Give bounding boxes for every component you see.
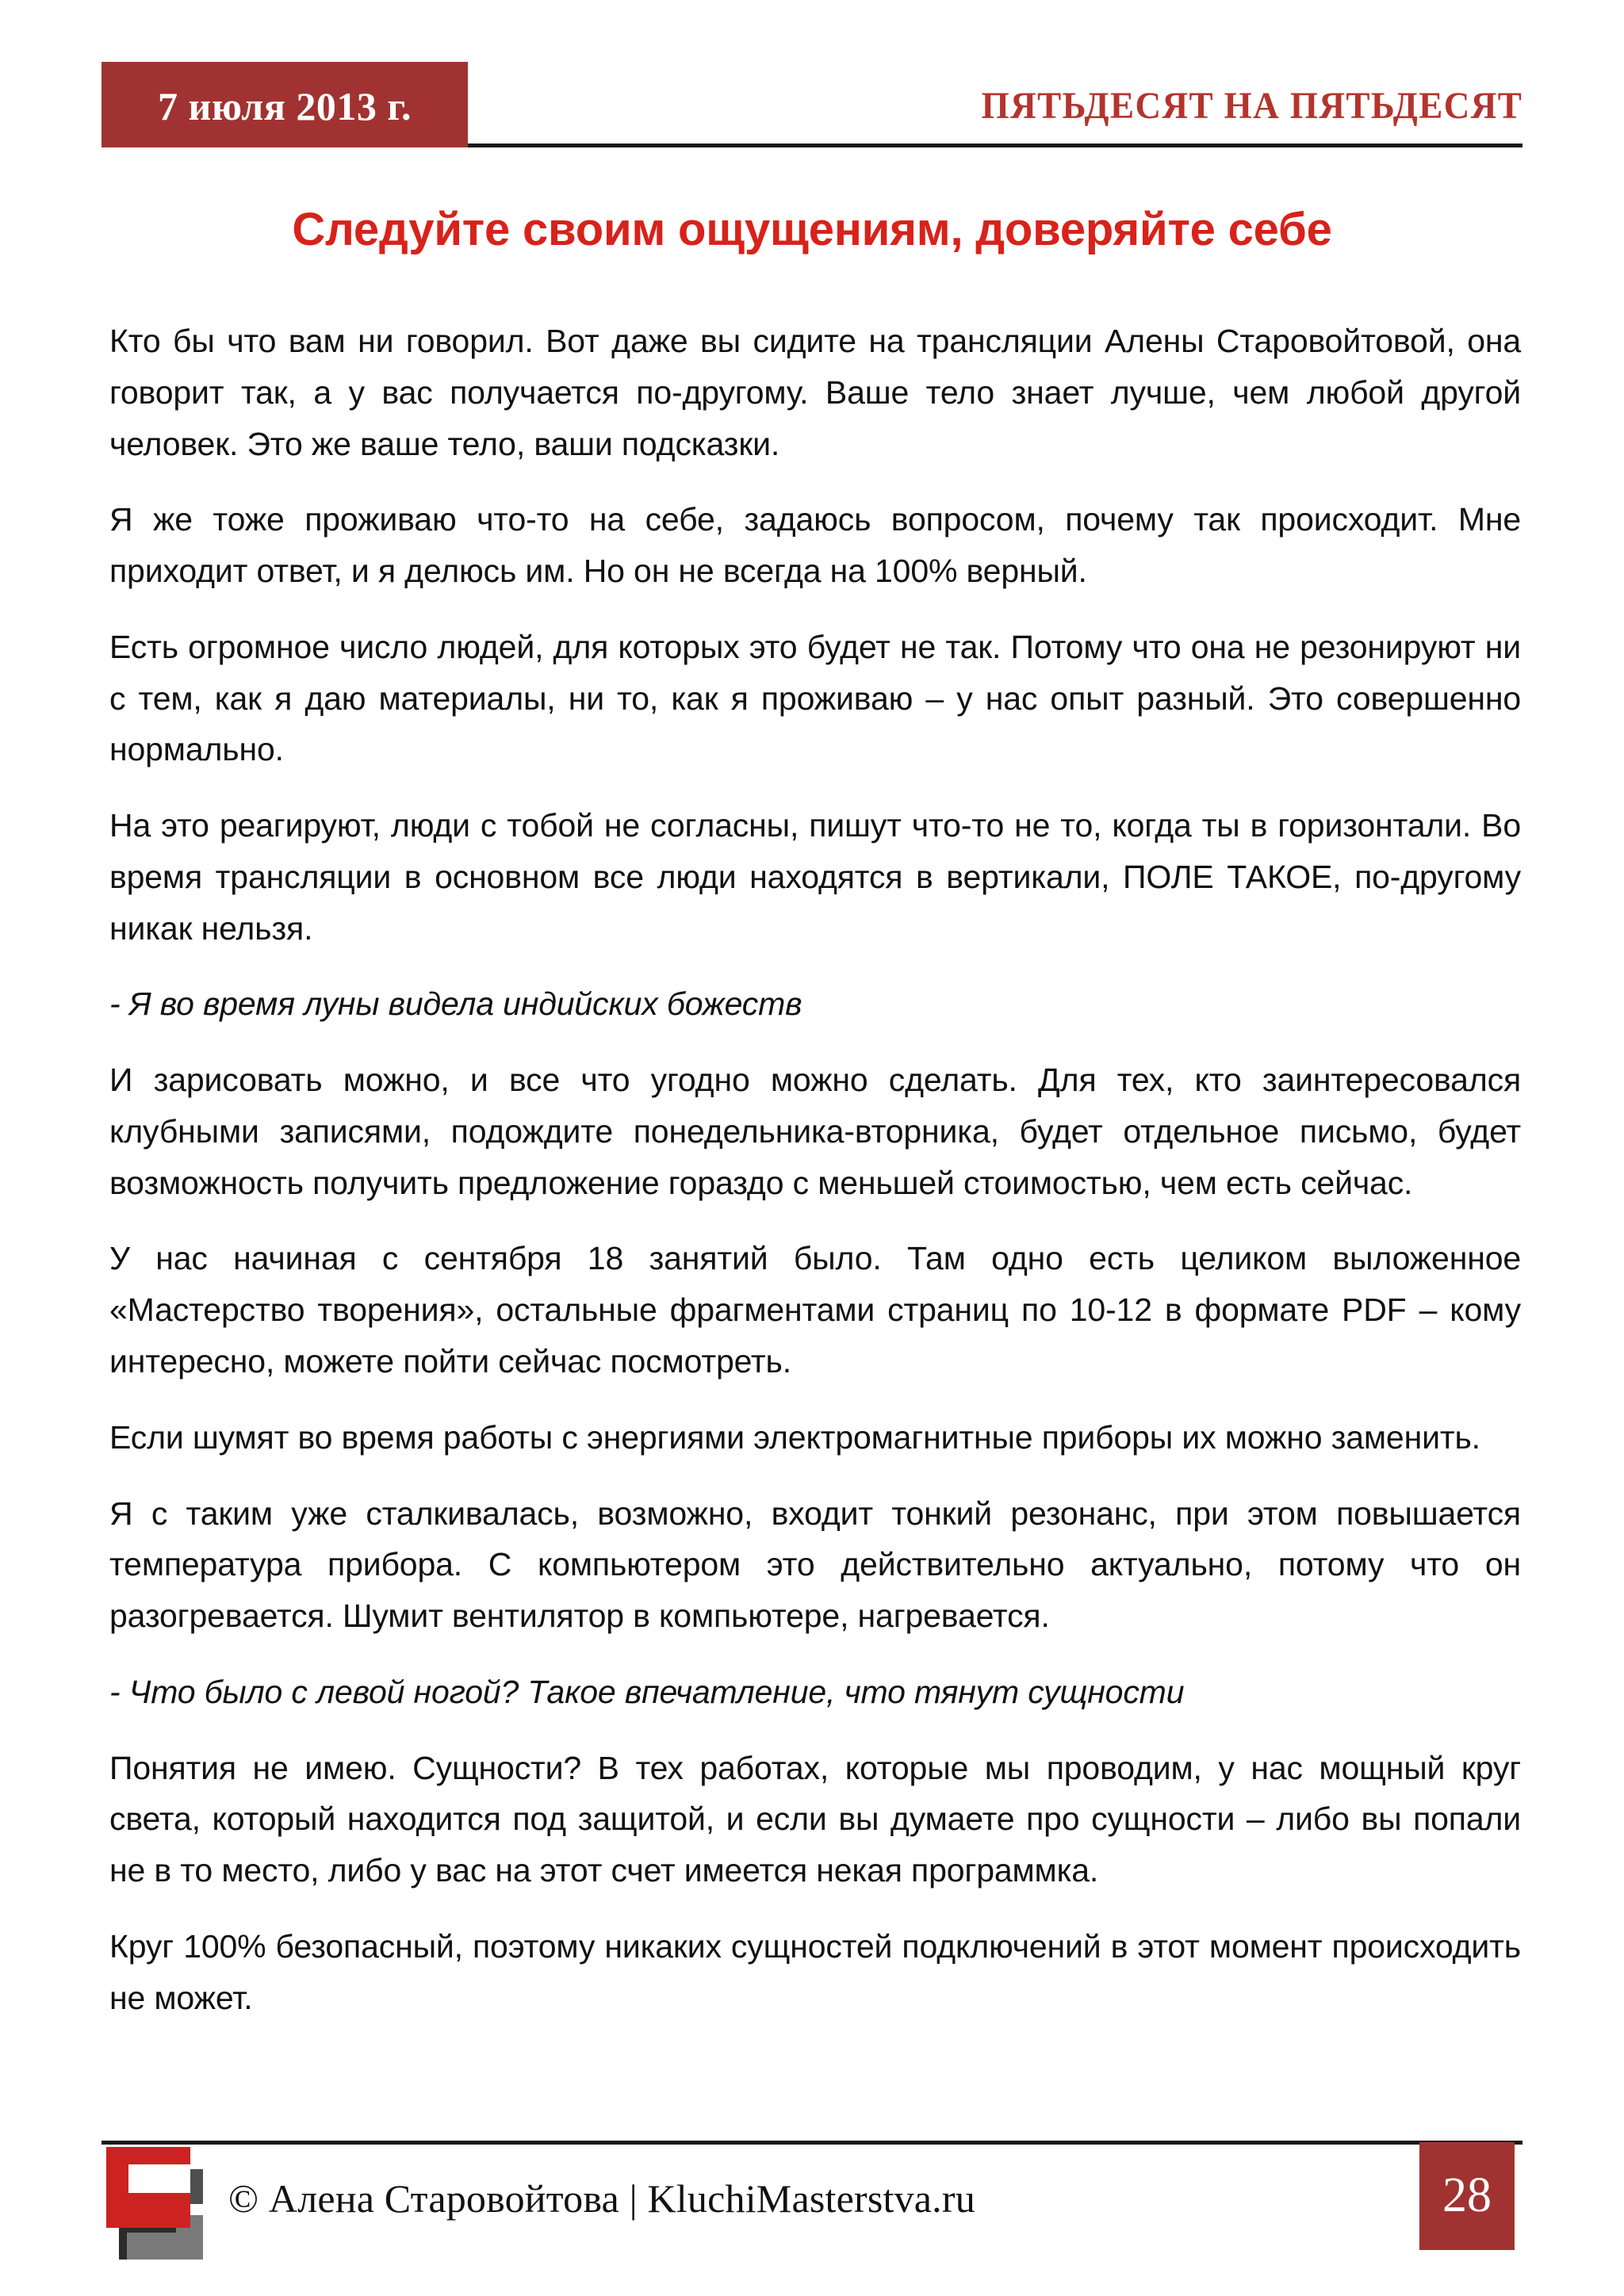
page-footer	[0, 2141, 1624, 2296]
paragraph: Если шумят во время работы с энергиями электромагнитные приборы их можно заменить.	[109, 1418, 1480, 1456]
paragraph: Кто бы что вам ни говорил. Вот даже вы сидите на трансляции Алены Старовойтовой, она говорит так, а у вас получается по-другому. Ваше тело знает лучше, чем любой другой человек. Это же ваше тело, ваши подсказки.	[109, 323, 1521, 462]
question-line: - Что было с левой ногой? Такое впечатление, что тянут сущности	[109, 1673, 1185, 1710]
paragraph: Я же тоже проживаю что-то на себе, задаюсь вопросом, почему так происходит. Мне приходит ответ, и я делюсь им. Но он не всегда на 100% верный.	[109, 501, 1521, 590]
paragraph: У нас начиная с сентября 18 занятий было. Там одно есть целиком выложенное «Мастерство творения», остальные фрагментами страниц по 10-12 в формате PDF – кому интересно, можете пойти сейчас посмотреть.	[109, 1240, 1521, 1380]
paragraph: Есть огромное число людей, для которых это будет не так. Потому что она не резонируют ни с тем, как я даю материалы, ни то, как я проживаю – у нас опыт разный. Это совершенно нормально.	[109, 628, 1521, 768]
paragraph: Понятия не имею. Сущности? В тех работах, которые мы проводим, у нас мощный круг света, который находится под защитой, и если вы думаете про сущности – либо вы попали не в то место, либо у вас на этот счет имеется некая программка.	[109, 1749, 1521, 1889]
date-badge-label: 7 июля 2013 г.	[158, 84, 412, 128]
paragraph: Круг 100% безопасный, поэтому никаких сущностей подключений в этот момент происходить не может.	[109, 1927, 1521, 2016]
page-header	[0, 62, 1624, 149]
question-line: - Я во время луны видела индийских божеств	[109, 985, 802, 1023]
page-number-badge	[1419, 2142, 1515, 2250]
footer-divider	[102, 2141, 1522, 2145]
paragraph: И зарисовать можно, и все что угодно можно сделать. Для тех, кто заинтересовался клубными записями, подождите понедельника-вторника, будет отдельное письмо, будет возможность получить предложение гораздо с меньшей стоимостью, чем есть сейчас.	[109, 1062, 1521, 1201]
page-number-label: 28	[1442, 2168, 1492, 2222]
kluchi-masterstva-logo-icon	[102, 2142, 220, 2263]
page-title: Следуйте своим ощущениям, доверяйте себе	[292, 204, 1332, 255]
copyright-text: © Алена Старовойтова | KluchiMasterstva.ru	[228, 2176, 975, 2221]
header-divider	[468, 144, 1522, 147]
date-badge	[102, 62, 468, 147]
paragraph: Я с таким уже сталкивалась, возможно, входит тонкий резонанс, при этом повышается температура прибора. С компьютером это действительно актуально, потому что он разогревается. Шумит вентилятор в компьютере, нагревается.	[109, 1494, 1521, 1635]
paragraph: На это реагируют, люди с тобой не согласны, пишут что-то не то, когда ты в горизонтали. Во время трансляции в основном все люди находятся в вертикали, ПОЛЕ ТАКОЕ, по-другому никак нельзя.	[109, 807, 1521, 947]
article-body	[109, 316, 1521, 2048]
running-header-title: ПЯТЬДЕСЯТ НА ПЯТЬДЕСЯТ	[981, 85, 1522, 127]
